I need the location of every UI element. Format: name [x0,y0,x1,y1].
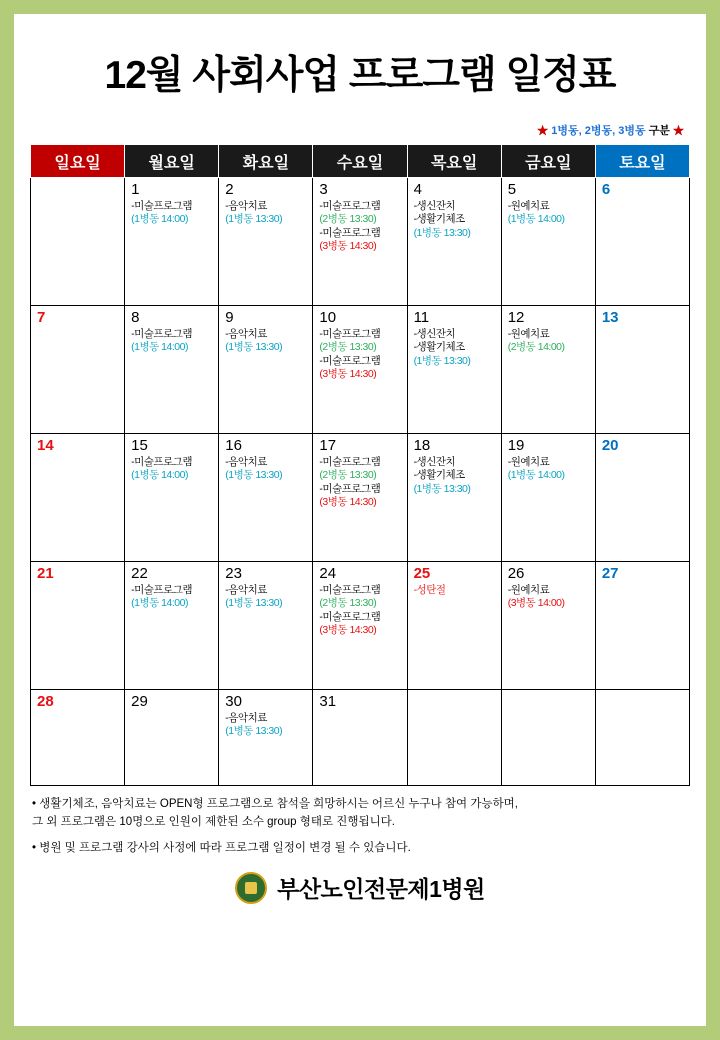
calendar-day-cell[interactable] [407,562,501,690]
calendar-day-cell[interactable] [313,434,407,562]
event-time: (2병동 14:00) [507,341,565,354]
day-number: 17 [319,437,337,454]
event-time: (2병동 13:30) [319,341,377,354]
note-1-line-1: • 생활기체조, 음악치료는 OPEN형 프로그램으로 참석을 희망하시는 어르신 누구나 참여 가능하며, [32,798,518,810]
calendar-day-cell[interactable] [313,690,407,786]
event-label: -미술프로그램 [319,354,381,367]
event-time: (1병동 13:30) [413,354,471,367]
calendar-day-cell[interactable] [219,178,313,306]
calendar-week-row [31,178,690,306]
event-label: -음악치료 [225,199,267,212]
calendar-day-cell[interactable] [313,178,407,306]
calendar-page [14,14,706,1026]
weekday-header-fri: 금요일 [501,145,595,178]
calendar-day-cell[interactable] [595,306,689,434]
event-time: (1병동 13:30) [413,226,471,239]
event-time: (2병동 13:30) [319,597,377,610]
day-number: 16 [225,437,242,454]
day-number: 1 [131,181,140,198]
calendar-empty-cell [595,690,689,786]
legend-ward2: 2병동, [584,125,616,137]
calendar-day-cell[interactable] [125,690,219,786]
event-label: -생활기체조 [413,341,465,354]
event-time: (1병동 14:00) [131,469,188,482]
calendar-day-cell[interactable] [407,178,501,306]
event-time: (1병동 13:30) [225,213,283,226]
weekday-header-tue: 화요일 [219,145,313,178]
event-label: -미술프로그램 [319,327,381,340]
event-label: -원예치료 [507,327,550,340]
hospital-emblem-icon [235,872,267,904]
calendar-empty-cell [407,690,501,786]
calendar-day-cell[interactable] [313,562,407,690]
event-time: (1병동 14:00) [131,597,188,610]
day-number: 3 [319,181,328,198]
legend-star-right: ★ [673,125,684,137]
calendar-day-cell[interactable] [31,306,125,434]
weekday-header-sun: 일요일 [31,145,125,178]
event-label: -생신잔치 [413,199,456,212]
legend-ward1: 1병동, [551,125,582,137]
day-number: 25 [413,565,431,582]
event-time: (3병동 14:30) [319,240,377,253]
calendar-empty-cell [31,178,125,306]
event-label: -음악치료 [225,583,267,596]
day-number: 10 [319,309,337,326]
day-number: 13 [601,309,619,326]
weekday-header-wed: 수요일 [313,145,407,178]
calendar-day-cell[interactable] [31,690,125,786]
event-time: (2병동 13:30) [319,213,377,226]
day-number: 5 [507,181,517,198]
event-time: (1병동 13:30) [225,469,283,482]
day-number: 20 [601,437,619,454]
event-time: (3병동 14:00) [507,597,565,610]
calendar-day-cell[interactable] [407,306,501,434]
event-label: -원예치료 [507,583,550,596]
calendar-day-cell[interactable] [219,562,313,690]
legend-suffix: 구분 [648,125,670,137]
calendar-day-cell[interactable] [125,562,219,690]
day-number: 14 [37,437,54,454]
event-time: (3병동 14:30) [319,624,377,637]
weekday-header-sat: 토요일 [595,145,689,178]
calendar-day-cell[interactable] [595,434,689,562]
day-number: 8 [131,309,140,326]
event-time: (1병동 13:30) [225,597,283,610]
day-number: 27 [601,565,619,582]
day-number: 29 [131,693,148,710]
event-time: (3병동 14:30) [319,368,377,381]
day-number: 28 [37,693,54,710]
calendar-table [30,144,690,786]
notes-section [30,796,690,857]
calendar-day-cell[interactable] [31,562,125,690]
weekday-header-mon: 월요일 [125,145,219,178]
day-number: 19 [507,437,525,454]
calendar-empty-cell [501,690,595,786]
calendar-week-row [31,434,690,562]
calendar-day-cell[interactable] [125,434,219,562]
event-time: (1병동 13:30) [225,725,283,738]
event-time: (1병동 13:30) [225,341,283,354]
calendar-day-cell[interactable] [501,178,595,306]
note-1 [32,796,690,832]
event-label: -미술프로그램 [319,610,381,623]
calendar-day-cell[interactable] [313,306,407,434]
day-number: 30 [225,693,242,710]
day-number: 31 [319,693,337,710]
event-label: -성탄절 [413,583,446,596]
day-number: 24 [319,565,337,582]
day-number: 22 [131,565,148,582]
event-time: (2병동 13:30) [319,469,377,482]
legend-star-left: ★ [537,125,549,137]
calendar-day-cell[interactable] [595,562,689,690]
calendar-day-cell[interactable] [31,434,125,562]
day-number: 15 [131,437,148,454]
day-number: 26 [507,565,525,582]
event-label: -생신잔치 [413,455,456,468]
weekday-header-thu: 목요일 [407,145,501,178]
day-number: 6 [601,181,611,198]
event-label: -미술프로그램 [131,327,192,340]
event-label: -미술프로그램 [131,455,192,468]
calendar-week-row [31,690,690,786]
calendar-day-cell[interactable] [125,178,219,306]
day-number: 2 [225,181,234,198]
calendar-day-cell[interactable] [219,434,313,562]
calendar-day-cell[interactable] [407,434,501,562]
event-label: -음악치료 [225,327,267,340]
event-label: -원예치료 [507,455,550,468]
event-time: (3병동 14:30) [319,496,377,509]
event-label: -음악치료 [225,711,267,724]
event-label: -생활기체조 [413,213,465,226]
calendar-body [31,178,690,786]
day-number: 12 [507,309,525,326]
calendar-week-row [31,562,690,690]
calendar-day-cell[interactable] [501,562,595,690]
event-label: -음악치료 [225,455,267,468]
page-title: 12월 사회사업 프로그램 일정표 [104,54,616,97]
event-label: -미술프로그램 [131,583,192,596]
event-label: -생신잔치 [413,327,456,340]
day-number: 4 [413,181,422,198]
calendar-day-cell[interactable] [501,434,595,562]
event-time: (1병동 13:30) [413,482,471,495]
calendar-day-cell[interactable] [219,306,313,434]
event-time: (1병동 14:00) [131,341,188,354]
hospital-name: 부산노인전문제1병원 [277,876,485,903]
event-label: -생활기체조 [413,469,465,482]
calendar-header-row [31,145,690,178]
calendar-day-cell[interactable] [219,690,313,786]
day-number: 23 [225,565,242,582]
day-number: 7 [37,309,46,326]
event-label: -미술프로그램 [319,583,381,596]
event-time: (1병동 14:00) [507,213,565,226]
legend-ward3: 3병동 [618,125,646,137]
footer [30,871,690,904]
day-number: 18 [413,437,431,454]
event-label: -미술프로그램 [131,199,192,212]
event-time: (1병동 14:00) [507,469,565,482]
note-1-line-2: 그 외 프로그램은 10명으로 인원이 제한된 소수 group 형태로 진행됩니다. [32,815,395,828]
day-number: 21 [37,565,54,582]
event-time: (1병동 14:00) [131,213,188,226]
calendar-day-cell[interactable] [125,306,219,434]
calendar-day-cell[interactable] [501,306,595,434]
note-2: • 병원 및 프로그램 강사의 사정에 따라 프로그램 일정이 변경 될 수 있습니다. [32,841,411,854]
event-label: -미술프로그램 [319,199,381,212]
event-label: -원예치료 [507,199,550,212]
day-number: 9 [225,309,234,326]
day-number: 11 [413,309,430,326]
ward-legend [30,122,690,138]
event-label: -미술프로그램 [319,226,381,239]
calendar-week-row [31,306,690,434]
event-label: -미술프로그램 [319,455,381,468]
calendar-day-cell[interactable] [595,178,689,306]
event-label: -미술프로그램 [319,482,381,495]
